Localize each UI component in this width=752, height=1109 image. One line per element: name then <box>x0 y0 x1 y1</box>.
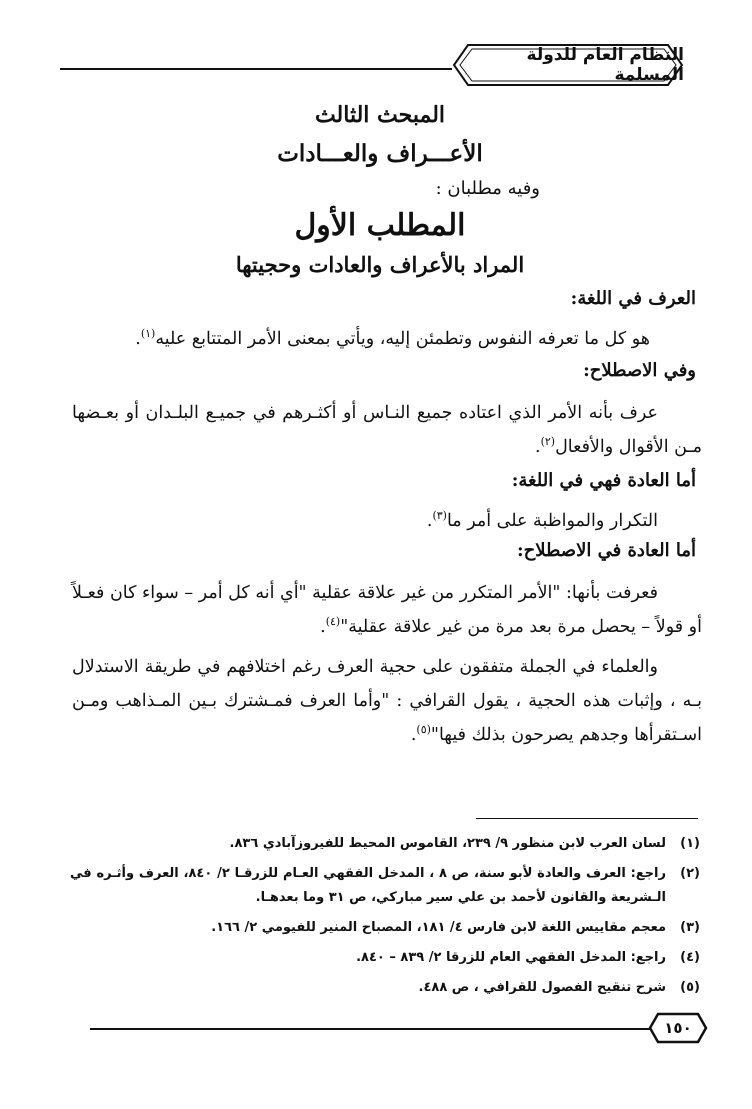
footnote-ref: (١) <box>140 327 156 341</box>
running-header-title: النظام العام للدولة المسلمة <box>526 45 684 85</box>
footnote-text: لسان العرب لابن منظور ٩/ ٢٣٩، القاموس المحيط للفيروزآبادي ٨٣٦. <box>229 836 666 851</box>
footnote-text: راجع: العرف والعادة لأبو سنة، ص ٨ ، المدخل الفقهي العـام للزرقـا ٢/ ٨٤٠، العرف وأثـره في الـشريعة والقانون لأحمد بن علي سير مباركي، ص ٣١ وما بعدهـا. <box>70 866 666 905</box>
paragraph-text: عرف بأنه الأمر الذي اعتاده جميع النـاس أو أكثـرهم في جميـع البلـدان أو بعـضها مـن الأقوال والأفعال <box>72 403 702 457</box>
footnote-item <box>70 832 700 856</box>
paragraph-ada-istilah: فعرفت بأنها: "الأمر المتكرر من غير علاقة عقلية "أي أنه كل أمر – سواء كان فعـلاً أو قولاً – يحصل مرة بعد مرة من غير علاقة عقلية"$^{(٤)}$. <box>72 583 702 637</box>
header-rule <box>60 68 452 70</box>
paragraph-text: هو كل ما تعرفه النفوس وتطمئن إليه، ويأتي بمعنى الأمر المتتابع عليه <box>155 329 650 349</box>
footer-rule <box>90 1028 650 1030</box>
section-intro: وفيه مطلبان : <box>435 178 540 199</box>
footnote-number: (٤) <box>680 950 700 965</box>
footnote-separator <box>476 818 698 819</box>
footnote-text: معجم مقاييس اللغة لابن فارس ٤/ ١٨١، المصباح المنير للفيومي ٢/ ١٦٦. <box>211 920 666 935</box>
heading-ada-lugha: أما العادة فهي في اللغة: <box>511 470 696 491</box>
paragraph-ada-lugha: التكرار والمواظبة على أمر ما$^{(٣)}$. <box>426 509 658 531</box>
paragraph-text: التكرار والمواظبة على أمر ما <box>446 511 658 531</box>
header-banner <box>452 42 684 88</box>
footnotes <box>70 832 700 1006</box>
heading-ada-istilah: أما العادة في الاصطلاح: <box>517 540 696 561</box>
footnote-ref: (٥) <box>416 723 431 737</box>
page-number-badge <box>648 1012 708 1044</box>
footnote-number: (٢) <box>680 866 700 881</box>
page-number: ١٥٠ <box>664 1019 692 1037</box>
heading-urf-lugha: العرف في اللغة: <box>570 288 696 309</box>
heading-urf-istilah: وفي الاصطلاح: <box>583 360 696 381</box>
matlab-subtitle: المراد بالأعراف والعادات وحجيتها <box>235 252 525 277</box>
footnote-text: شرح تنقيح الفصول للقرافي ، ص ٤٨٨. <box>418 980 666 995</box>
footnote-ref: (٣) <box>432 509 447 523</box>
footnote-text: راجع: المدخل الفقهي العام للزرقا ٢/ ٨٣٩ – ٨٤٠. <box>356 950 666 965</box>
footnote-ref: (٤) <box>325 615 341 629</box>
footnote-number: (٥) <box>680 980 700 995</box>
footnote-item <box>70 976 700 1000</box>
footnote-item <box>70 862 700 910</box>
section-subtitle: الأعـــراف والعـــادات <box>277 140 483 167</box>
footnote-number: (١) <box>680 836 700 851</box>
footnote-item <box>70 916 700 940</box>
footnote-item <box>70 946 700 970</box>
section-title: المبحث الثالث <box>314 102 446 128</box>
paragraph-text: فعرفت بأنها: "الأمر المتكرر من غير علاقة عقلية "أي أنه كل أمر – سواء كان فعـلاً أو قولاً – يحصل مرة بعد مرة من غير علاقة عقلية" <box>72 583 702 637</box>
matlab-title: المطلب الأول <box>294 208 466 243</box>
paragraph-hujjiyya: والعلماء في الجملة متفقون على حجية العرف رغم اختلافهم في طريقة الاستدلال بـه ، وإثبات هذه الحجية ، يقول القرافي : "وأما العرف فمـشترك بـين المـذاهب ومـن اسـتقرأها وجدهم يصرحون بذلك فيها"$^{(٥)}$. <box>72 657 702 745</box>
paragraph-urf-istilah: عرف بأنه الأمر الذي اعتاده جميع النـاس أو أكثـرهم في جميـع البلـدان أو بعـضها مـن الأقوال والأفعال$^{(٢)}$. <box>72 403 702 457</box>
footnote-number: (٣) <box>680 920 700 935</box>
paragraph-text: والعلماء في الجملة متفقون على حجية العرف رغم اختلافهم في طريقة الاستدلال بـه ، وإثبات هذه الحجية ، يقول القرافي : "وأما العرف فمـشترك بـين المـذاهب ومـن اسـتقرأها وجدهم يصرحون بذلك فيها" <box>72 657 702 745</box>
paragraph-urf-lugha: هو كل ما تعرفه النفوس وتطمئن إليه، ويأتي بمعنى الأمر المتتابع عليه$^{(١)}$. <box>135 327 650 349</box>
footnote-ref: (٢) <box>540 435 556 449</box>
